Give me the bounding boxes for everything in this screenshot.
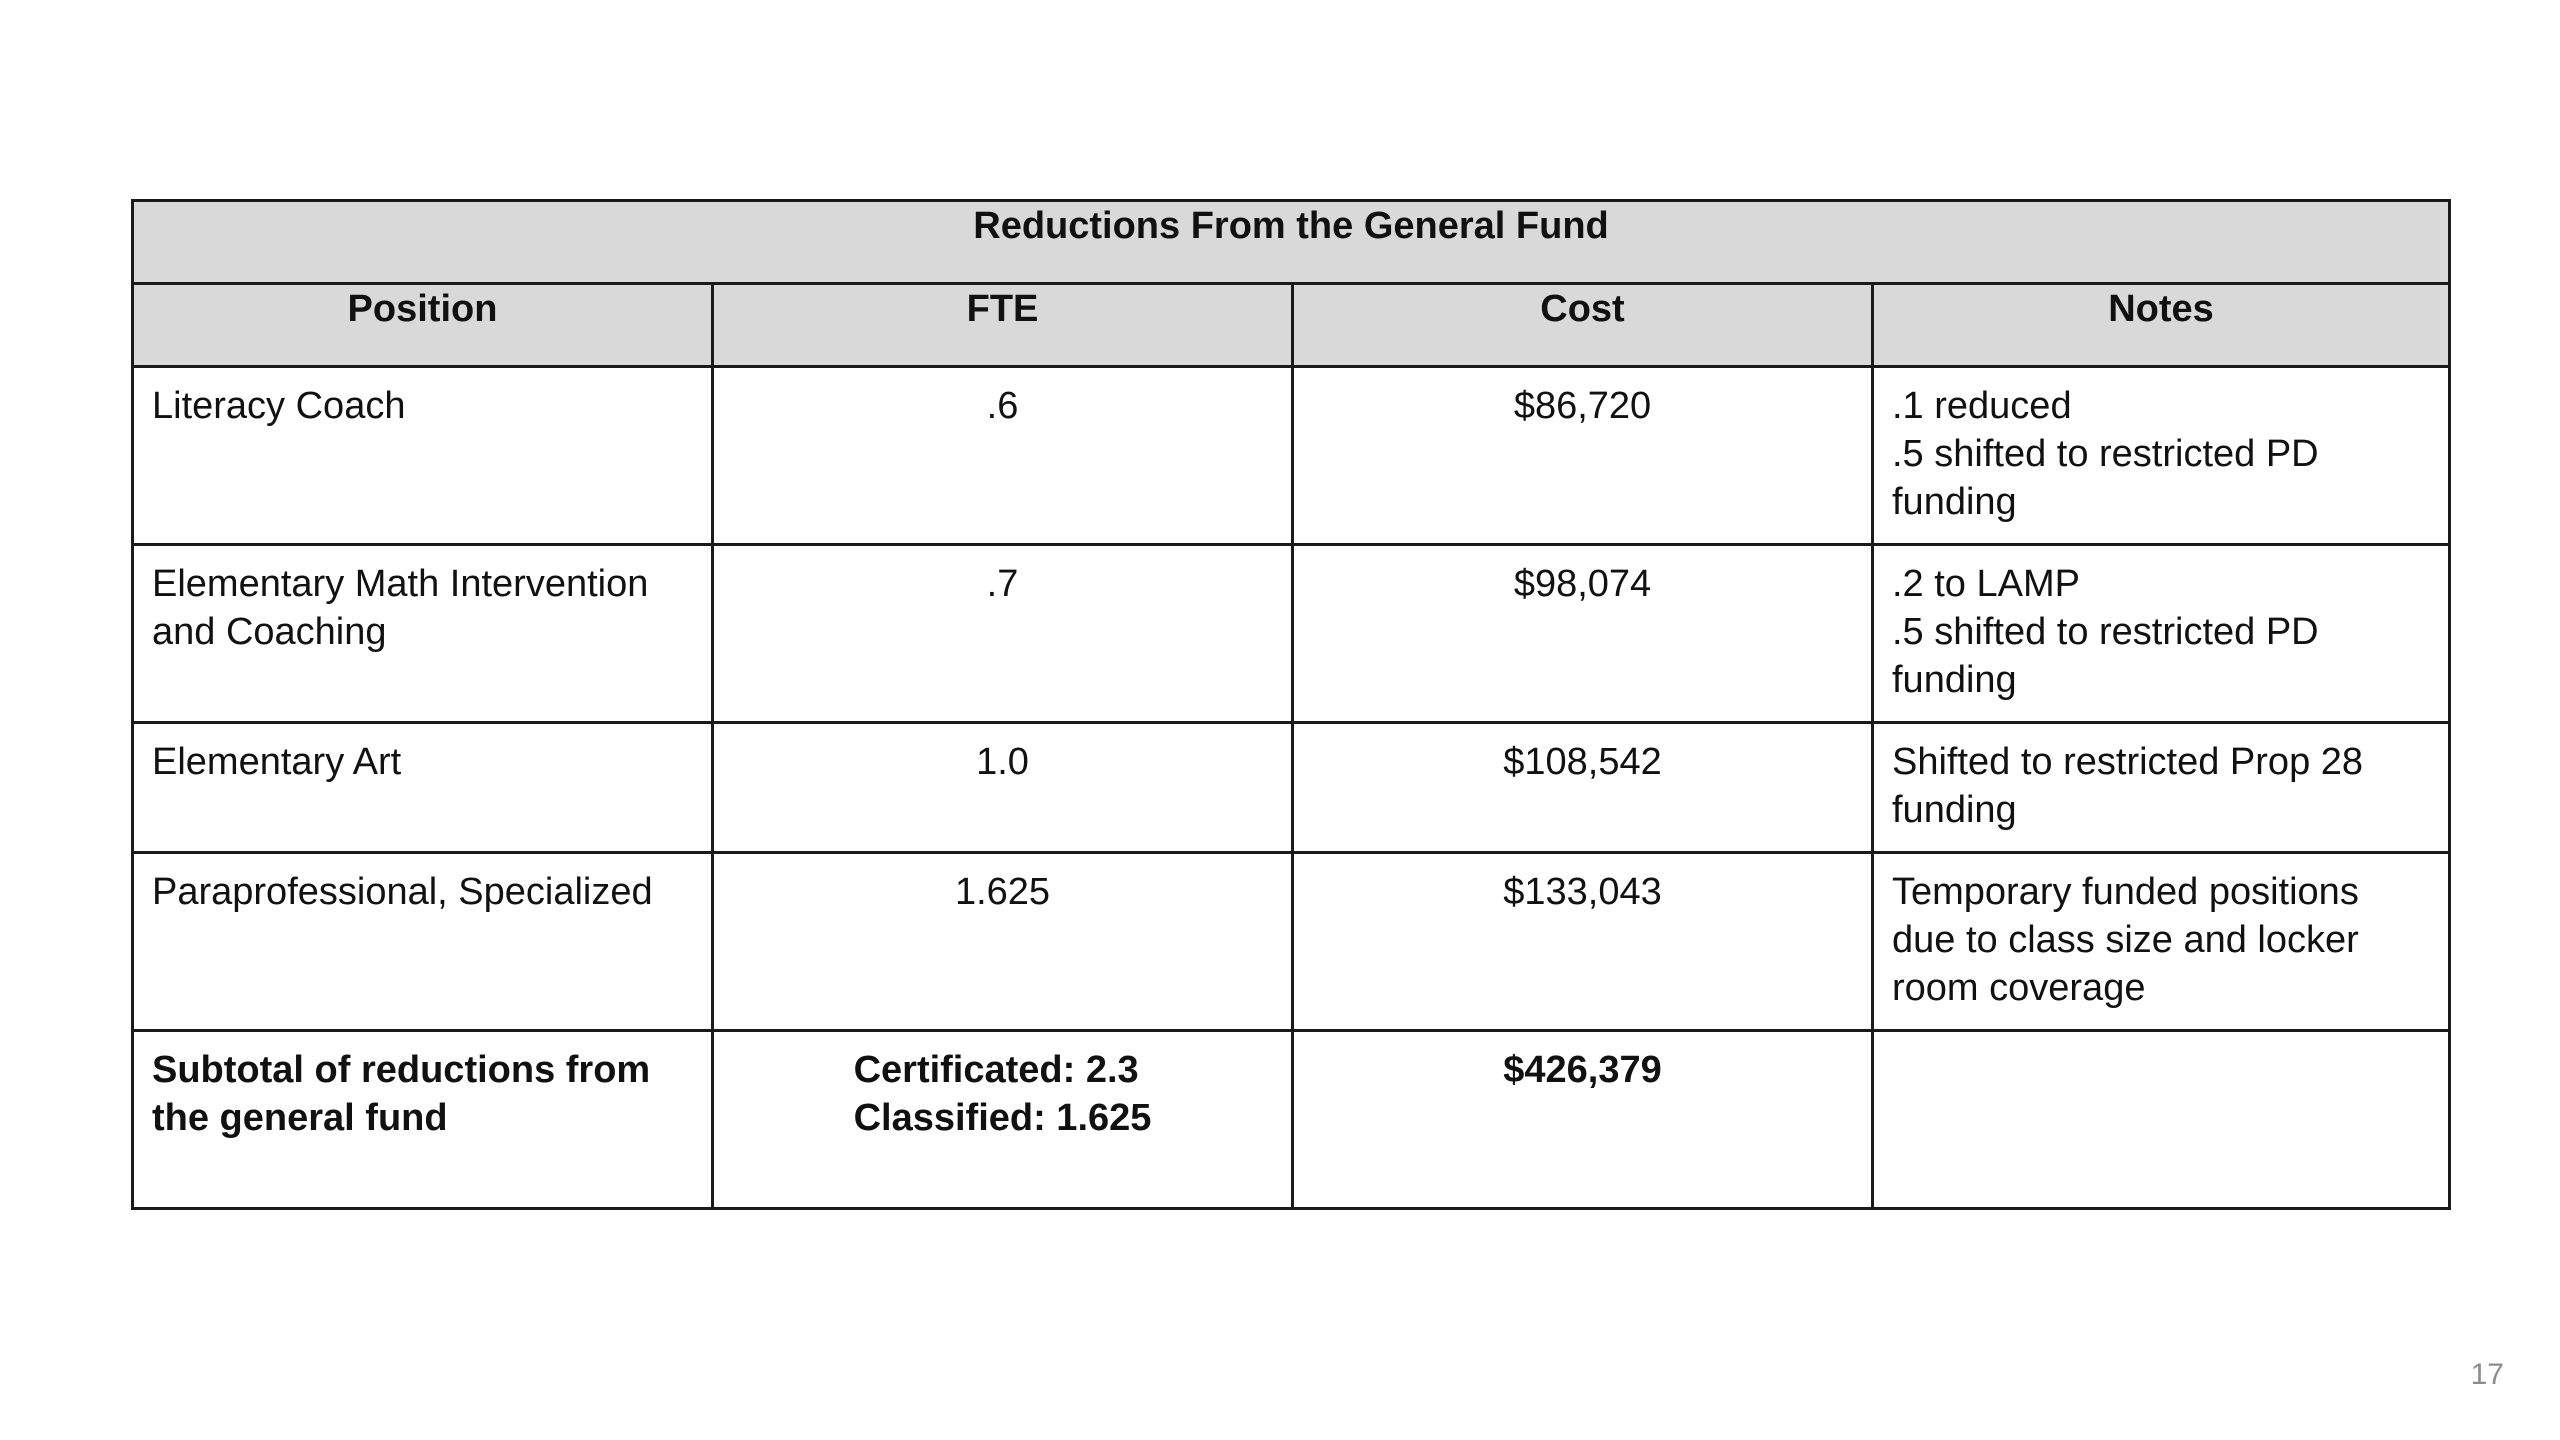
notes-line: funding bbox=[1892, 481, 2017, 523]
position-text: Elementary Art bbox=[152, 741, 402, 783]
position-cell bbox=[133, 367, 713, 545]
table-row bbox=[133, 367, 2450, 545]
table-row bbox=[133, 723, 2450, 853]
notes-cell bbox=[1873, 367, 2450, 545]
fte-cell: 1.0 bbox=[713, 723, 1293, 853]
notes-line: Temporary funded positions bbox=[1892, 871, 2359, 913]
position-cell bbox=[133, 545, 713, 723]
notes-line: due to class size and locker bbox=[1892, 919, 2359, 961]
notes-cell bbox=[1873, 853, 2450, 1031]
notes-line: Shifted to restricted Prop 28 bbox=[1892, 741, 2364, 783]
notes-line: .5 shifted to restricted PD bbox=[1892, 611, 2319, 653]
page-number: 17 bbox=[2470, 1358, 2504, 1391]
notes-line: funding bbox=[1892, 789, 2017, 831]
notes-line: .1 reduced bbox=[1892, 385, 2072, 427]
header-cost: Cost bbox=[1293, 284, 1873, 367]
position-text: Paraprofessional, Specialized bbox=[152, 871, 653, 913]
subtotal-label: Subtotal of reductions from bbox=[152, 1049, 651, 1091]
position-cell bbox=[133, 723, 713, 853]
table-title-row bbox=[133, 201, 2450, 284]
notes-line: .5 shifted to restricted PD bbox=[1892, 433, 2319, 475]
notes-cell bbox=[1873, 723, 2450, 853]
subtotal-label: the general fund bbox=[152, 1097, 448, 1139]
cost-cell: $108,542 bbox=[1293, 723, 1873, 853]
subtotal-fte bbox=[854, 1046, 1152, 1142]
fte-cell: 1.625 bbox=[713, 853, 1293, 1031]
notes-line: funding bbox=[1892, 659, 2017, 701]
header-position: Position bbox=[133, 284, 713, 367]
header-notes: Notes bbox=[1873, 284, 2450, 367]
subtotal-row bbox=[133, 1031, 2450, 1209]
position-text: and Coaching bbox=[152, 611, 387, 653]
position-cell bbox=[133, 853, 713, 1031]
notes-cell bbox=[1873, 545, 2450, 723]
notes-line: .2 to LAMP bbox=[1892, 563, 2080, 605]
reductions-table bbox=[131, 199, 2451, 1210]
subtotal-label-cell bbox=[133, 1031, 713, 1209]
subtotal-fte-cell bbox=[713, 1031, 1293, 1209]
table-row bbox=[133, 853, 2450, 1031]
cost-cell: $133,043 bbox=[1293, 853, 1873, 1031]
header-fte: FTE bbox=[713, 284, 1293, 367]
position-text: Literacy Coach bbox=[152, 385, 406, 427]
cost-cell: $86,720 bbox=[1293, 367, 1873, 545]
fte-cell: .6 bbox=[713, 367, 1293, 545]
table-header-row bbox=[133, 284, 2450, 367]
notes-line: room coverage bbox=[1892, 967, 2146, 1009]
table-row bbox=[133, 545, 2450, 723]
subtotal-fte-classified: Classified: 1.625 bbox=[853, 1097, 1152, 1139]
position-text: Elementary Math Intervention bbox=[152, 563, 649, 605]
table-title: Reductions From the General Fund bbox=[133, 201, 2450, 284]
fte-cell: .7 bbox=[713, 545, 1293, 723]
subtotal-fte-certificated: Certificated: 2.3 bbox=[853, 1049, 1139, 1091]
subtotal-notes-cell bbox=[1873, 1031, 2450, 1209]
subtotal-cost-cell: $426,379 bbox=[1293, 1031, 1873, 1209]
cost-cell: $98,074 bbox=[1293, 545, 1873, 723]
